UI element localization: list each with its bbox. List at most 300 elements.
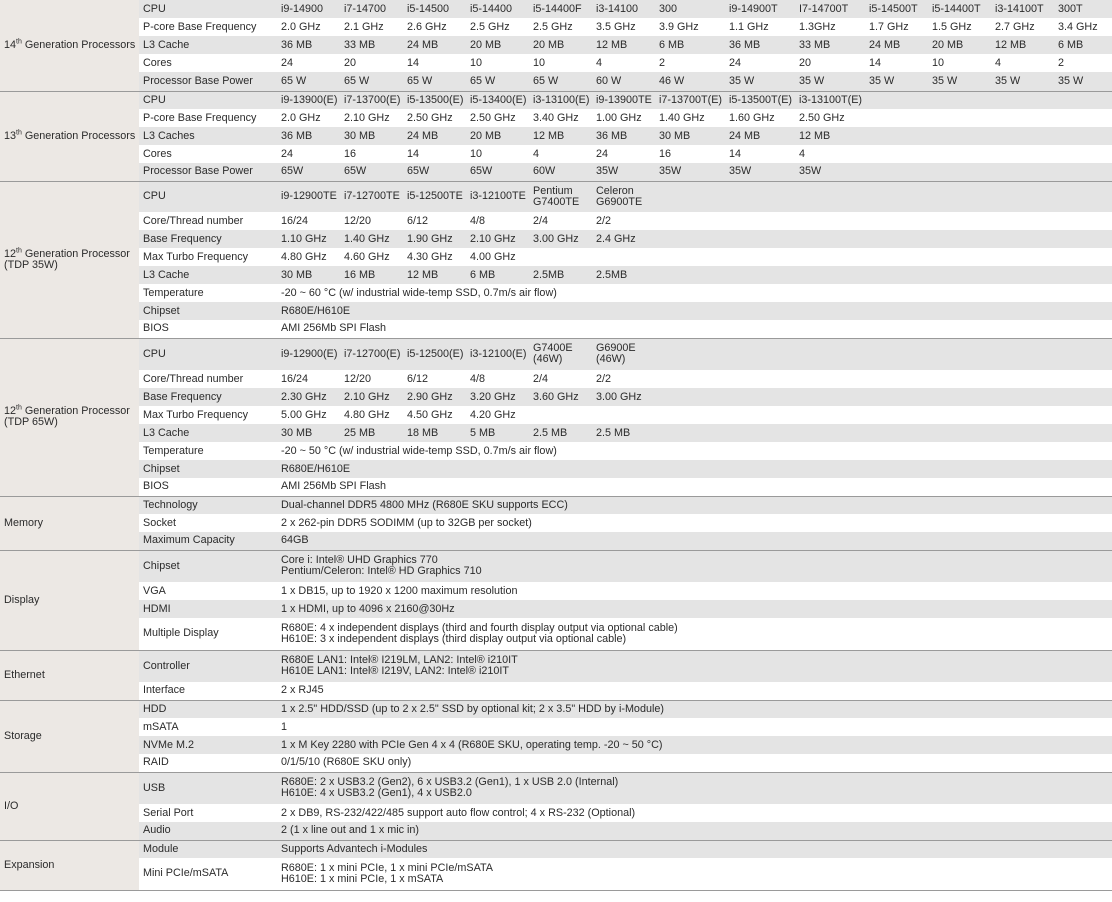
spec-cell	[1055, 406, 1112, 424]
spec-label: Chipset	[139, 550, 278, 582]
section-title: Storage	[0, 700, 139, 772]
spec-cell: i9-14900T	[726, 0, 796, 18]
spec-row	[0, 840, 1112, 858]
spec-cell	[1055, 248, 1112, 266]
spec-cell: 1.40 GHz	[341, 230, 404, 248]
section-title: 14th Generation Processors	[0, 0, 139, 91]
spec-cell: 2.5 MB	[530, 424, 593, 442]
spec-cell: i9-12900(E)	[278, 338, 341, 370]
spec-cell: i7-13700T(E)	[656, 91, 726, 109]
spec-cell: i7-12700TE	[341, 181, 404, 212]
spec-cell: 18 MB	[404, 424, 467, 442]
spec-value: 1 x DB15, up to 1920 x 1200 maximum resolution	[278, 582, 1112, 600]
spec-cell: 35 W	[929, 72, 992, 91]
spec-value: Core i: Intel® UHD Graphics 770 Pentium/Celeron: Intel® HD Graphics 710	[278, 550, 1112, 582]
spec-cell	[992, 91, 1055, 109]
spec-value: 1	[278, 718, 1112, 736]
spec-cell	[992, 248, 1055, 266]
spec-cell	[656, 181, 726, 212]
spec-cell: 30 MB	[656, 127, 726, 145]
spec-label: CPU	[139, 91, 278, 109]
spec-cell: 36 MB	[278, 36, 341, 54]
spec-row	[0, 550, 1112, 582]
spec-label: Temperature	[139, 284, 278, 302]
spec-cell: 33 MB	[796, 36, 866, 54]
spec-row	[0, 700, 1112, 718]
spec-cell: 2.4 GHz	[593, 230, 656, 248]
spec-cell	[726, 248, 796, 266]
spec-cell: 24	[278, 54, 341, 72]
spec-cell: 3.00 GHz	[530, 230, 593, 248]
section-title: I/O	[0, 772, 139, 840]
spec-label: Mini PCIe/mSATA	[139, 858, 278, 890]
spec-cell: 2.5MB	[593, 266, 656, 284]
spec-label: Audio	[139, 822, 278, 840]
spec-cell: i9-14900	[278, 0, 341, 18]
spec-cell	[992, 388, 1055, 406]
spec-cell: 2.5 GHz	[467, 18, 530, 36]
spec-label: USB	[139, 772, 278, 804]
spec-cell: 10	[530, 54, 593, 72]
spec-cell: 65W	[467, 163, 530, 181]
spec-cell	[656, 212, 726, 230]
spec-cell	[992, 109, 1055, 127]
spec-cell: 14	[866, 54, 929, 72]
spec-cell: 16/24	[278, 212, 341, 230]
spec-row	[0, 18, 1112, 36]
spec-cell: 1.5 GHz	[929, 18, 992, 36]
spec-value: 2 x 262-pin DDR5 SODIMM (up to 32GB per socket)	[278, 514, 1112, 532]
spec-cell: 20 MB	[929, 36, 992, 54]
spec-cell: 36 MB	[593, 127, 656, 145]
spec-cell: 6 MB	[1055, 36, 1112, 54]
spec-cell	[992, 145, 1055, 163]
spec-value: AMI 256Mb SPI Flash	[278, 478, 1112, 496]
spec-cell: 2.1 GHz	[341, 18, 404, 36]
spec-cell: 10	[467, 145, 530, 163]
spec-row	[0, 682, 1112, 700]
spec-cell: 33 MB	[341, 36, 404, 54]
spec-cell	[1055, 230, 1112, 248]
spec-row	[0, 650, 1112, 682]
spec-cell	[992, 370, 1055, 388]
spec-label: Processor Base Power	[139, 163, 278, 181]
spec-cell: 24 MB	[404, 36, 467, 54]
spec-cell: Pentium G7400TE	[530, 181, 593, 212]
spec-value: Dual-channel DDR5 4800 MHz (R680E SKU supports ECC)	[278, 496, 1112, 514]
spec-cell: 10	[929, 54, 992, 72]
spec-cell	[929, 163, 992, 181]
spec-cell	[530, 248, 593, 266]
spec-row	[0, 406, 1112, 424]
spec-label: HDD	[139, 700, 278, 718]
spec-cell	[866, 163, 929, 181]
spec-cell: 24	[726, 54, 796, 72]
spec-cell: 4.00 GHz	[467, 248, 530, 266]
spec-cell	[929, 266, 992, 284]
spec-cell	[726, 338, 796, 370]
spec-value: R680E LAN1: Intel® I219LM, LAN2: Intel® i210IT H610E LAN1: Intel® I219V, LAN2: Intel® i210IT	[278, 650, 1112, 682]
spec-cell	[929, 230, 992, 248]
spec-cell: 20 MB	[530, 36, 593, 54]
spec-row	[0, 370, 1112, 388]
spec-cell: 60W	[530, 163, 593, 181]
spec-row	[0, 736, 1112, 754]
spec-cell	[726, 212, 796, 230]
spec-cell: 2.10 GHz	[467, 230, 530, 248]
spec-row	[0, 858, 1112, 890]
spec-cell: 35 W	[992, 72, 1055, 91]
spec-cell	[866, 248, 929, 266]
spec-cell	[1055, 338, 1112, 370]
spec-cell: 4/8	[467, 370, 530, 388]
spec-row	[0, 388, 1112, 406]
spec-cell	[992, 181, 1055, 212]
spec-cell: 2/2	[593, 212, 656, 230]
spec-row	[0, 514, 1112, 532]
spec-cell	[929, 388, 992, 406]
spec-label: BIOS	[139, 478, 278, 496]
spec-cell	[992, 163, 1055, 181]
spec-row	[0, 478, 1112, 496]
spec-cell: 2.50 GHz	[404, 109, 467, 127]
spec-cell: 12/20	[341, 212, 404, 230]
spec-cell: 5 MB	[467, 424, 530, 442]
spec-row	[0, 582, 1112, 600]
spec-cell: 10	[467, 54, 530, 72]
spec-cell	[726, 230, 796, 248]
spec-cell	[929, 212, 992, 230]
spec-cell: 16	[656, 145, 726, 163]
spec-label: L3 Cache	[139, 266, 278, 284]
spec-cell: 3.20 GHz	[467, 388, 530, 406]
spec-cell: 4	[796, 145, 866, 163]
spec-cell: i5-13400(E)	[467, 91, 530, 109]
spec-cell	[1055, 266, 1112, 284]
spec-label: Multiple Display	[139, 618, 278, 650]
spec-value: -20 ~ 60 °C (w/ industrial wide-temp SSD, 0.7m/s air flow)	[278, 284, 1112, 302]
spec-cell: 2.30 GHz	[278, 388, 341, 406]
spec-cell: 35W	[726, 163, 796, 181]
spec-row	[0, 127, 1112, 145]
spec-row	[0, 284, 1112, 302]
spec-cell: 3.40 GHz	[530, 109, 593, 127]
spec-row	[0, 145, 1112, 163]
spec-cell: 4.60 GHz	[341, 248, 404, 266]
spec-cell	[726, 406, 796, 424]
spec-row	[0, 36, 1112, 54]
spec-label: Module	[139, 840, 278, 858]
spec-cell: 1.3GHz	[796, 18, 866, 36]
spec-cell	[866, 212, 929, 230]
spec-cell	[1055, 212, 1112, 230]
spec-cell	[992, 127, 1055, 145]
spec-cell	[866, 338, 929, 370]
spec-cell: 2.7 GHz	[992, 18, 1055, 36]
spec-label: HDMI	[139, 600, 278, 618]
spec-cell: 2.0 GHz	[278, 109, 341, 127]
spec-cell: 2/2	[593, 370, 656, 388]
spec-cell	[992, 406, 1055, 424]
spec-row	[0, 424, 1112, 442]
spec-cell: 1.90 GHz	[404, 230, 467, 248]
spec-cell	[929, 109, 992, 127]
spec-cell: 300	[656, 0, 726, 18]
spec-cell	[1055, 163, 1112, 181]
spec-cell	[726, 388, 796, 406]
spec-label: L3 Cache	[139, 424, 278, 442]
spec-value: R680E: 1 x mini PCIe, 1 x mini PCIe/mSATA H610E: 1 x mini PCIe, 1 x mSATA	[278, 858, 1112, 890]
spec-row	[0, 532, 1112, 550]
spec-value: 2 (1 x line out and 1 x mic in)	[278, 822, 1112, 840]
spec-cell	[726, 370, 796, 388]
spec-label: Processor Base Power	[139, 72, 278, 91]
spec-cell: 4	[530, 145, 593, 163]
spec-row	[0, 822, 1112, 840]
spec-cell	[1055, 109, 1112, 127]
spec-label: P-core Base Frequency	[139, 18, 278, 36]
spec-cell: 4	[593, 54, 656, 72]
spec-cell	[796, 370, 866, 388]
spec-label: Core/Thread number	[139, 212, 278, 230]
spec-cell: 2.0 GHz	[278, 18, 341, 36]
spec-cell	[992, 266, 1055, 284]
spec-row	[0, 772, 1112, 804]
spec-cell: 2.5MB	[530, 266, 593, 284]
spec-value: R680E/H610E	[278, 460, 1112, 478]
spec-cell: G6900E (46W)	[593, 338, 656, 370]
spec-cell: 30 MB	[341, 127, 404, 145]
spec-label: Technology	[139, 496, 278, 514]
spec-cell	[1055, 181, 1112, 212]
section-title: 12th Generation Processor (TDP 35W)	[0, 181, 139, 338]
spec-row	[0, 181, 1112, 212]
spec-cell	[866, 109, 929, 127]
spec-row	[0, 54, 1112, 72]
spec-cell: 3.60 GHz	[530, 388, 593, 406]
spec-cell	[726, 424, 796, 442]
spec-cell	[1055, 424, 1112, 442]
spec-cell: i5-14400T	[929, 0, 992, 18]
spec-label: Interface	[139, 682, 278, 700]
spec-label: Base Frequency	[139, 388, 278, 406]
spec-cell: 6/12	[404, 370, 467, 388]
spec-cell: 2.90 GHz	[404, 388, 467, 406]
spec-row	[0, 248, 1112, 266]
section-title: Ethernet	[0, 650, 139, 700]
spec-cell: 6 MB	[656, 36, 726, 54]
spec-cell: 12 MB	[404, 266, 467, 284]
spec-cell: 2.10 GHz	[341, 388, 404, 406]
spec-cell	[866, 127, 929, 145]
spec-cell	[866, 388, 929, 406]
spec-cell	[593, 248, 656, 266]
spec-cell: 3.4 GHz	[1055, 18, 1112, 36]
spec-cell: 2.5 GHz	[530, 18, 593, 36]
spec-cell	[866, 91, 929, 109]
spec-cell: 24	[593, 145, 656, 163]
spec-cell: i9-12900TE	[278, 181, 341, 212]
spec-cell: 16/24	[278, 370, 341, 388]
spec-cell: 2.5 MB	[593, 424, 656, 442]
spec-row	[0, 754, 1112, 772]
spec-row	[0, 442, 1112, 460]
spec-cell	[929, 127, 992, 145]
spec-row	[0, 320, 1112, 338]
spec-cell: 2.50 GHz	[467, 109, 530, 127]
spec-row	[0, 460, 1112, 478]
spec-cell: 35 W	[866, 72, 929, 91]
spec-cell: 65 W	[467, 72, 530, 91]
spec-cell: 6 MB	[467, 266, 530, 284]
spec-cell	[726, 266, 796, 284]
spec-cell: 1.7 GHz	[866, 18, 929, 36]
section-title: Display	[0, 550, 139, 650]
spec-row	[0, 212, 1112, 230]
spec-cell	[929, 181, 992, 212]
spec-cell	[929, 370, 992, 388]
spec-label: Max Turbo Frequency	[139, 248, 278, 266]
spec-cell	[796, 406, 866, 424]
spec-label: L3 Caches	[139, 127, 278, 145]
spec-cell	[929, 338, 992, 370]
spec-value: 1 x HDMI, up to 4096 x 2160@30Hz	[278, 600, 1112, 618]
spec-cell: 6/12	[404, 212, 467, 230]
spec-cell: Celeron G6900TE	[593, 181, 656, 212]
spec-value: 64GB	[278, 532, 1112, 550]
spec-cell: 65 W	[278, 72, 341, 91]
spec-cell	[929, 424, 992, 442]
spec-row	[0, 496, 1112, 514]
spec-cell: 12 MB	[530, 127, 593, 145]
spec-cell	[866, 145, 929, 163]
spec-label: Cores	[139, 145, 278, 163]
spec-cell: i5-14500T	[866, 0, 929, 18]
spec-cell: 12/20	[341, 370, 404, 388]
spec-label: Cores	[139, 54, 278, 72]
spec-label: Chipset	[139, 460, 278, 478]
spec-cell: 4.20 GHz	[467, 406, 530, 424]
spec-cell	[796, 266, 866, 284]
spec-cell: i5-12500(E)	[404, 338, 467, 370]
spec-cell: I7-14700T	[796, 0, 866, 18]
spec-cell	[1055, 127, 1112, 145]
spec-cell: 20 MB	[467, 127, 530, 145]
spec-cell: i5-13500T(E)	[726, 91, 796, 109]
spec-cell: 65 W	[404, 72, 467, 91]
spec-cell: i7-12700(E)	[341, 338, 404, 370]
spec-row	[0, 0, 1112, 18]
spec-cell	[656, 230, 726, 248]
spec-cell: i7-14700	[341, 0, 404, 18]
spec-cell: i5-14400F	[530, 0, 593, 18]
spec-cell	[866, 406, 929, 424]
spec-cell	[796, 248, 866, 266]
spec-cell: 1.60 GHz	[726, 109, 796, 127]
spec-cell: i5-13500(E)	[404, 91, 467, 109]
spec-cell: i9-13900TE	[593, 91, 656, 109]
spec-row	[0, 91, 1112, 109]
spec-cell	[992, 338, 1055, 370]
spec-cell: i3-14100T	[992, 0, 1055, 18]
spec-cell: 16 MB	[341, 266, 404, 284]
spec-row	[0, 109, 1112, 127]
spec-row	[0, 338, 1112, 370]
spec-cell: i5-12500TE	[404, 181, 467, 212]
spec-cell	[656, 406, 726, 424]
spec-label: Core/Thread number	[139, 370, 278, 388]
spec-cell: 2.6 GHz	[404, 18, 467, 36]
spec-cell: 36 MB	[278, 127, 341, 145]
section-title: Expansion	[0, 840, 139, 890]
spec-cell	[796, 338, 866, 370]
spec-cell	[726, 181, 796, 212]
spec-cell: 30 MB	[278, 266, 341, 284]
spec-cell	[1055, 388, 1112, 406]
spec-label: L3 Cache	[139, 36, 278, 54]
spec-cell	[796, 181, 866, 212]
spec-cell: i3-14100	[593, 0, 656, 18]
spec-cell: 2/4	[530, 370, 593, 388]
spec-cell	[796, 388, 866, 406]
spec-cell: 3.5 GHz	[593, 18, 656, 36]
spec-row	[0, 302, 1112, 320]
spec-cell	[1055, 370, 1112, 388]
spec-cell: 4.50 GHz	[404, 406, 467, 424]
spec-value: R680E/H610E	[278, 302, 1112, 320]
spec-cell	[656, 266, 726, 284]
spec-cell: 65W	[404, 163, 467, 181]
spec-cell: 46 W	[656, 72, 726, 91]
spec-label: Maximum Capacity	[139, 532, 278, 550]
spec-cell	[656, 370, 726, 388]
spec-cell: 24 MB	[726, 127, 796, 145]
spec-cell: i3-13100(E)	[530, 91, 593, 109]
spec-cell	[929, 406, 992, 424]
spec-cell: i3-12100TE	[467, 181, 530, 212]
spec-cell	[656, 248, 726, 266]
section-title: 12th Generation Processor (TDP 65W)	[0, 338, 139, 496]
spec-label: BIOS	[139, 320, 278, 338]
spec-cell: 60 W	[593, 72, 656, 91]
spec-cell	[796, 212, 866, 230]
spec-label: Base Frequency	[139, 230, 278, 248]
spec-label: VGA	[139, 582, 278, 600]
spec-label: P-core Base Frequency	[139, 109, 278, 127]
spec-label: CPU	[139, 181, 278, 212]
spec-cell: 4.30 GHz	[404, 248, 467, 266]
spec-cell: 65 W	[341, 72, 404, 91]
spec-value: 1 x 2.5" HDD/SSD (up to 2 x 2.5" SSD by optional kit; 2 x 3.5" HDD by i-Module)	[278, 700, 1112, 718]
spec-cell: 300T	[1055, 0, 1112, 18]
spec-label: Controller	[139, 650, 278, 682]
spec-cell: i5-14500	[404, 0, 467, 18]
spec-cell: 12 MB	[593, 36, 656, 54]
spec-cell: 20 MB	[467, 36, 530, 54]
spec-cell: i5-14400	[467, 0, 530, 18]
spec-cell: i7-13700(E)	[341, 91, 404, 109]
spec-row	[0, 618, 1112, 650]
spec-value: Supports Advantech i-Modules	[278, 840, 1112, 858]
spec-cell: 65 W	[530, 72, 593, 91]
spec-cell	[929, 91, 992, 109]
spec-label: Chipset	[139, 302, 278, 320]
spec-cell: 24 MB	[866, 36, 929, 54]
spec-cell	[866, 370, 929, 388]
spec-label: Socket	[139, 514, 278, 532]
spec-cell: 4/8	[467, 212, 530, 230]
spec-cell	[656, 424, 726, 442]
